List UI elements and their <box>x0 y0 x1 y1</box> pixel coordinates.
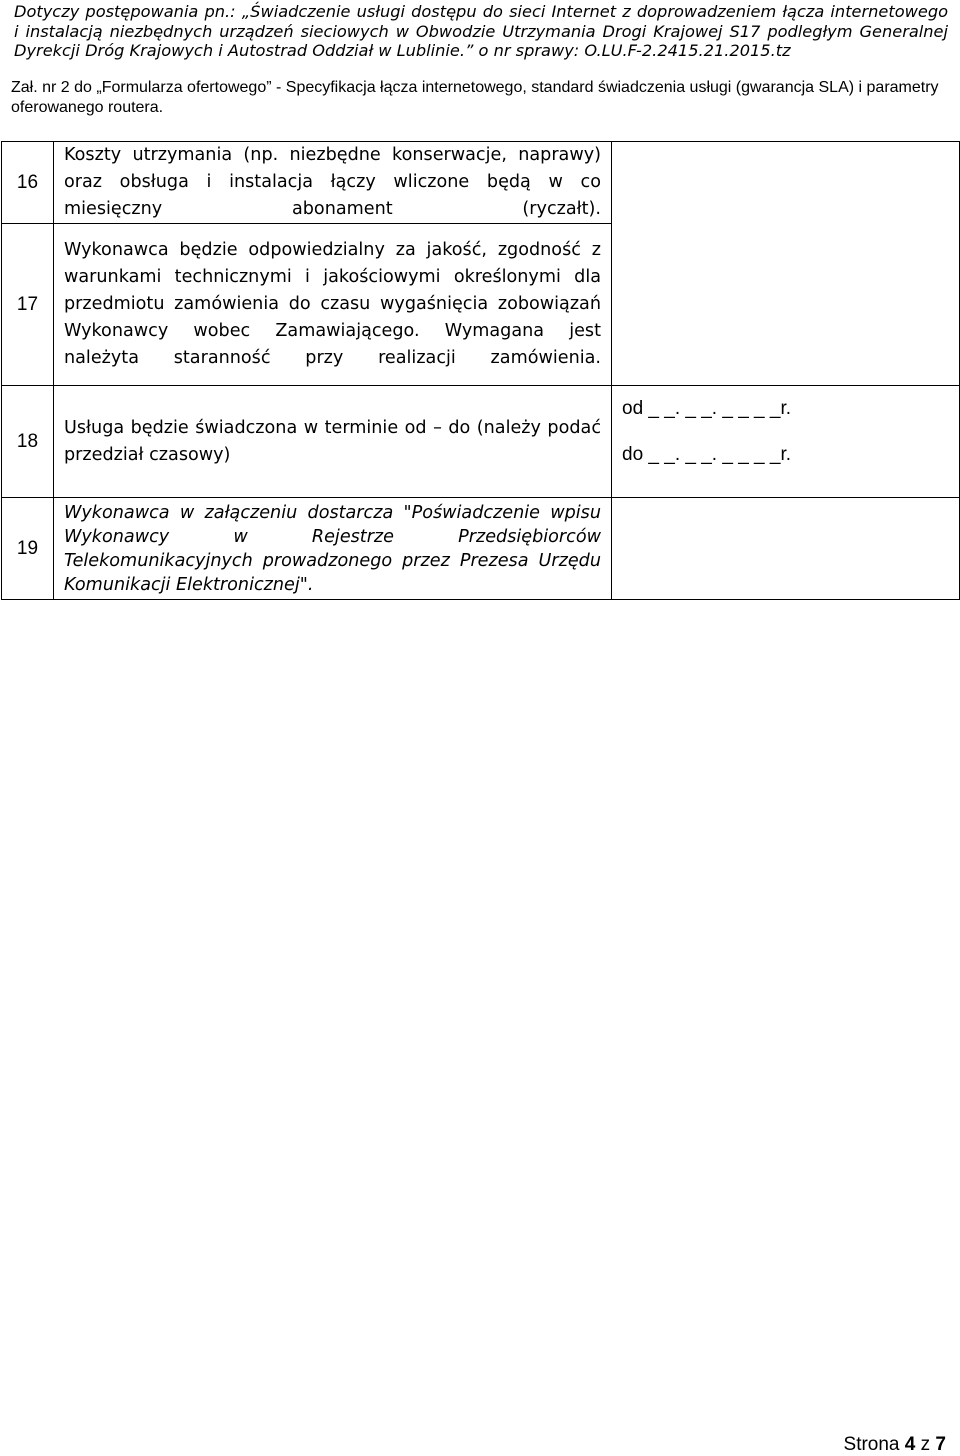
row-description: Wykonawca będzie odpowiedzialny za jakość, zgodność z warunkami technicznymi i jakościowymi określonymi dla przedmiotu zamówienia do czasu wygaśnięcia zobowiązań Wykonawcy wobec Zamawiającego. Wymagana jest należyta staranność przy realizacji zamówienia. <box>54 224 612 386</box>
row-description: Koszty utrzymania (np. niezbędne konserwacje, naprawy) oraz obsługa i instalacja łączy wliczone będą w co miesięczny abonament (ryczałt). <box>54 142 612 224</box>
row-number: 19 <box>2 498 54 600</box>
row-description: Wykonawca w załączeniu dostarcza "Poświadczenie wpisu Wykonawcy w Rejestrze Przedsiębiorców Telekomunikacyjnych prowadzonego przez Prezesa Urzędu Komunikacji Elektronicznej". <box>54 498 612 600</box>
page-number-current: 4 <box>904 1434 916 1455</box>
attachment-note: Zał. nr 2 do „Formularza ofertowego” - Specyfikacja łącza internetowego, standard świadczenia usługi (gwarancja SLA) i parametry oferowanego routera. <box>11 79 939 116</box>
page-number <box>844 1434 946 1456</box>
header-line: Dyrekcji Dróg Krajowych i Autostrad Oddział w Lublinie.” o nr sprawy: O.LU.F-2.2415.21.2015.tz <box>14 41 791 60</box>
header-line: i instalacją niezbędnych urządzeń sieciowych w Obwodzie Utrzymania Drogi Krajowej S17 podległym Generalnej <box>14 21 948 41</box>
date-to-field[interactable]: do _ _. _ _. _ _ _ _r. <box>622 444 792 465</box>
page-number-prefix: Strona <box>843 1434 900 1455</box>
table-row <box>2 498 960 600</box>
row-number: 17 <box>2 224 54 386</box>
header-line: Dotyczy postępowania pn.: „Świadczenie usługi dostępu do sieci Internet z doprowadzeniem łącza internetowego <box>14 2 948 21</box>
page-number-total: 7 <box>935 1434 946 1455</box>
page-number-separator: z <box>920 1434 931 1455</box>
row-value-cell <box>612 142 960 386</box>
document-header <box>14 2 948 61</box>
row-number: 16 <box>2 142 54 224</box>
row-value-cell[interactable] <box>612 386 960 498</box>
row-number: 18 <box>2 386 54 498</box>
specification-table <box>1 141 960 600</box>
date-from-field[interactable]: od _ _. _ _. _ _ _ _r. <box>622 398 792 419</box>
table-row <box>2 142 960 224</box>
table-row <box>2 386 960 498</box>
row-description: Usługa będzie świadczona w terminie od – do (należy podać przedział czasowy) <box>54 386 612 498</box>
row-value-cell <box>612 498 960 600</box>
